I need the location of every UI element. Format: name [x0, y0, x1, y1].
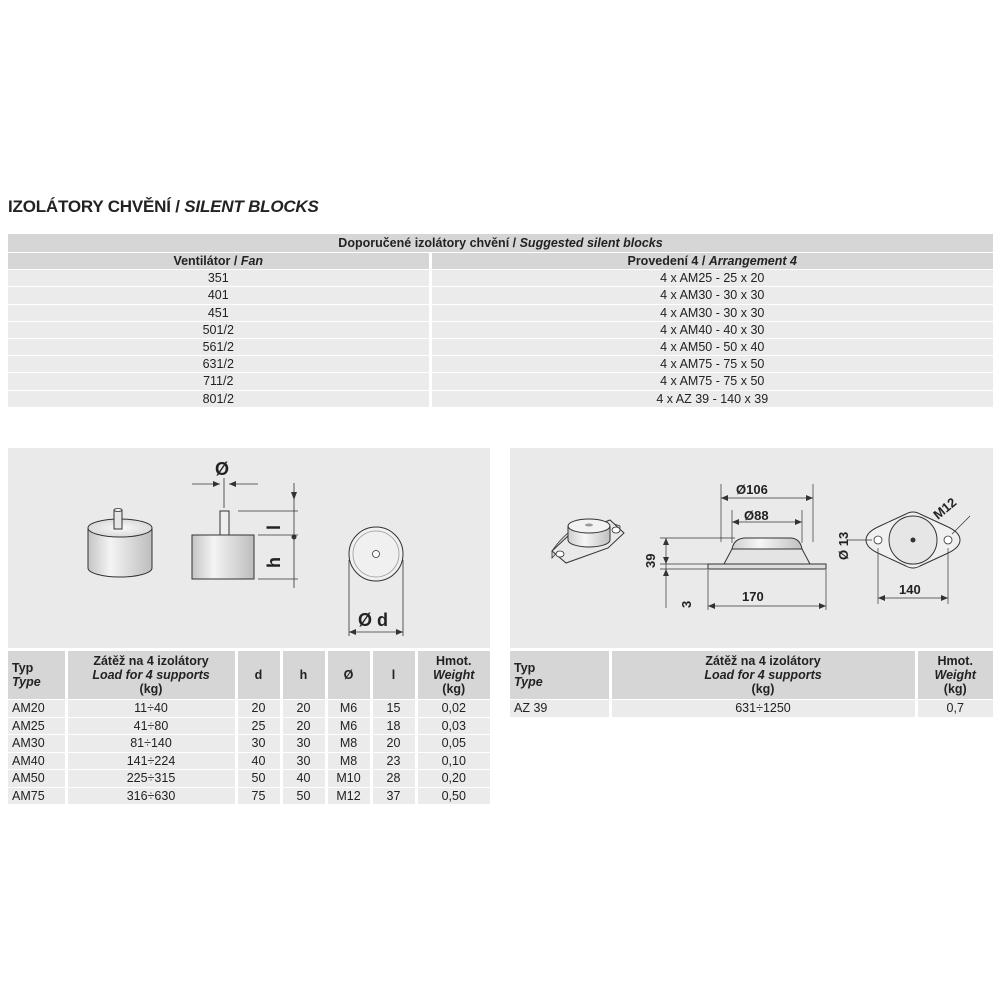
h-cell: 30: [281, 735, 326, 753]
dia-cell: M10: [326, 770, 371, 788]
l-cell: 37: [371, 787, 416, 804]
blocks-cell: 4 x AM30 - 30 x 30: [430, 304, 993, 321]
type-cell: AM50: [8, 770, 66, 788]
col-fan-header: [8, 253, 430, 270]
weight-cell: 0,50: [416, 787, 490, 804]
dia-cell: M6: [326, 717, 371, 735]
table-row: [8, 287, 993, 304]
az-weight-header: [916, 651, 993, 700]
caption-cs: Doporučené izolátory chvění /: [338, 236, 520, 250]
am-d-header: d: [236, 651, 281, 700]
load-cell: 11÷40: [66, 700, 236, 718]
load-cell: 41÷80: [66, 717, 236, 735]
az-top-view: [836, 495, 970, 604]
recommended-table: [8, 234, 993, 408]
load-cell: 81÷140: [66, 735, 236, 753]
page-title: [8, 197, 319, 217]
weight-cell: 0,20: [416, 770, 490, 788]
blocks-cell: 4 x AM50 - 50 x 40: [430, 338, 993, 355]
dia-cell: M6: [326, 700, 371, 718]
weight-cell: 0,05: [416, 735, 490, 753]
col-arr-cs: Provedení 4 /: [627, 254, 709, 269]
am-l-header: l: [371, 651, 416, 700]
am-type-header: [8, 651, 66, 700]
caption-en: Suggested silent blocks: [519, 236, 663, 250]
h-cell: 50: [281, 787, 326, 804]
type-cell: AM20: [8, 700, 66, 718]
fan-cell: 561/2: [8, 338, 430, 355]
az-side-view: [643, 482, 826, 610]
table-row: [8, 390, 993, 407]
az-header-row: [510, 651, 993, 700]
fan-cell: 711/2: [8, 373, 430, 390]
az-d88-label: Ø88: [744, 508, 769, 523]
d-cell: 25: [236, 717, 281, 735]
title-en: SILENT BLOCKS: [184, 197, 319, 216]
am-drawing: [8, 448, 490, 648]
type-cell: AM25: [8, 717, 66, 735]
table-row: [8, 700, 490, 718]
load-en: Load for 4 supports: [704, 668, 822, 682]
am-h-label: h: [264, 557, 284, 568]
blocks-cell: 4 x AM40 - 40 x 30: [430, 321, 993, 338]
az-h39-label: 39: [643, 553, 658, 568]
type-cell: AZ 39: [510, 700, 610, 717]
blocks-cell: 4 x AM25 - 25 x 20: [430, 270, 993, 287]
am-weight-header: [416, 651, 490, 700]
weight-unit: (kg): [442, 682, 466, 696]
type-en: Type: [12, 675, 41, 689]
az-d106-label: Ø106: [736, 482, 768, 497]
az-drawing-panel: [510, 448, 993, 648]
load-unit: (kg): [139, 682, 163, 696]
weight-cell: 0,03: [416, 717, 490, 735]
am-drawing-panel: [8, 448, 490, 648]
col-arrangement-header: [430, 253, 993, 270]
am-dia-d-label: Ø d: [358, 610, 388, 630]
col-arr-en: Arrangement 4: [708, 254, 797, 269]
load-cs: Zátěž na 4 izolátory: [705, 654, 821, 668]
az-drawing: [510, 448, 993, 648]
blocks-cell: 4 x AM75 - 75 x 50: [430, 373, 993, 390]
az-h3-label: 3: [679, 600, 694, 608]
load-cell: 631÷1250: [610, 700, 916, 717]
h-cell: 20: [281, 700, 326, 718]
l-cell: 28: [371, 770, 416, 788]
am-side-view: [192, 459, 298, 588]
table-row: [8, 373, 993, 390]
load-cell: 225÷315: [66, 770, 236, 788]
blocks-cell: 4 x AM30 - 30 x 30: [430, 287, 993, 304]
weight-cell: 0,10: [416, 752, 490, 770]
fan-cell: 631/2: [8, 356, 430, 373]
type-en: Type: [514, 675, 543, 689]
dia-cell: M12: [326, 787, 371, 804]
title-cs: IZOLÁTORY CHVĚNÍ /: [8, 197, 185, 216]
table-row: [510, 700, 993, 717]
az-table: [510, 651, 993, 717]
fan-cell: 351: [8, 270, 430, 287]
dia-cell: M8: [326, 752, 371, 770]
weight-cs: Hmot.: [436, 654, 472, 668]
h-cell: 40: [281, 770, 326, 788]
h-cell: 20: [281, 717, 326, 735]
blocks-cell: 4 x AZ 39 - 140 x 39: [430, 390, 993, 407]
az-3d-view: [552, 519, 624, 563]
am-load-header: [66, 651, 236, 700]
load-unit: (kg): [751, 682, 775, 696]
am-header-row: [8, 651, 490, 700]
weight-cell: 0,02: [416, 700, 490, 718]
weight-cs: Hmot.: [937, 654, 973, 668]
az-d13-label: Ø 13: [836, 531, 851, 560]
az-w170-label: 170: [742, 589, 764, 604]
type-cs: Typ: [514, 661, 536, 675]
fan-cell: 801/2: [8, 390, 430, 407]
load-en: Load for 4 supports: [92, 668, 210, 682]
az-load-header: [610, 651, 916, 700]
type-cs: Typ: [12, 661, 34, 675]
type-cell: AM40: [8, 752, 66, 770]
d-cell: 75: [236, 787, 281, 804]
type-cell: AM75: [8, 787, 66, 804]
col-fan-cs: Ventilátor /: [173, 254, 241, 269]
fan-cell: 401: [8, 287, 430, 304]
d-cell: 20: [236, 700, 281, 718]
am-3d-view: [88, 509, 152, 578]
dia-cell: M8: [326, 735, 371, 753]
am-l-label: l: [264, 524, 284, 530]
table-row: [8, 356, 993, 373]
load-cell: 141÷224: [66, 752, 236, 770]
table-row: [8, 752, 490, 770]
am-top-view: [349, 527, 403, 636]
fan-cell: 501/2: [8, 321, 430, 338]
table-row: [8, 787, 490, 804]
table-row: [8, 735, 490, 753]
weight-en: Weight: [934, 668, 976, 682]
load-cs: Zátěž na 4 izolátory: [93, 654, 209, 668]
l-cell: 20: [371, 735, 416, 753]
l-cell: 18: [371, 717, 416, 735]
load-cell: 316÷630: [66, 787, 236, 804]
table-row: [8, 717, 490, 735]
table-row: [8, 270, 993, 287]
am-h-header: h: [281, 651, 326, 700]
az-m12-label: M12: [930, 494, 960, 523]
am-dia-header: Ø: [326, 651, 371, 700]
am-table: [8, 651, 490, 804]
d-cell: 30: [236, 735, 281, 753]
l-cell: 15: [371, 700, 416, 718]
table-row: [8, 304, 993, 321]
weight-cell: 0,7: [916, 700, 993, 717]
table-row: [8, 770, 490, 788]
table-row: [8, 321, 993, 338]
weight-unit: (kg): [943, 682, 967, 696]
blocks-cell: 4 x AM75 - 75 x 50: [430, 356, 993, 373]
am-dia-small-label: Ø: [215, 459, 230, 479]
az-w140-label: 140: [899, 582, 921, 597]
weight-en: Weight: [433, 668, 475, 682]
l-cell: 23: [371, 752, 416, 770]
col-fan-en: Fan: [240, 254, 264, 269]
d-cell: 50: [236, 770, 281, 788]
fan-cell: 451: [8, 304, 430, 321]
recommended-caption: [8, 234, 993, 253]
h-cell: 30: [281, 752, 326, 770]
table-row: [8, 338, 993, 355]
az-type-header: [510, 651, 610, 700]
d-cell: 40: [236, 752, 281, 770]
type-cell: AM30: [8, 735, 66, 753]
